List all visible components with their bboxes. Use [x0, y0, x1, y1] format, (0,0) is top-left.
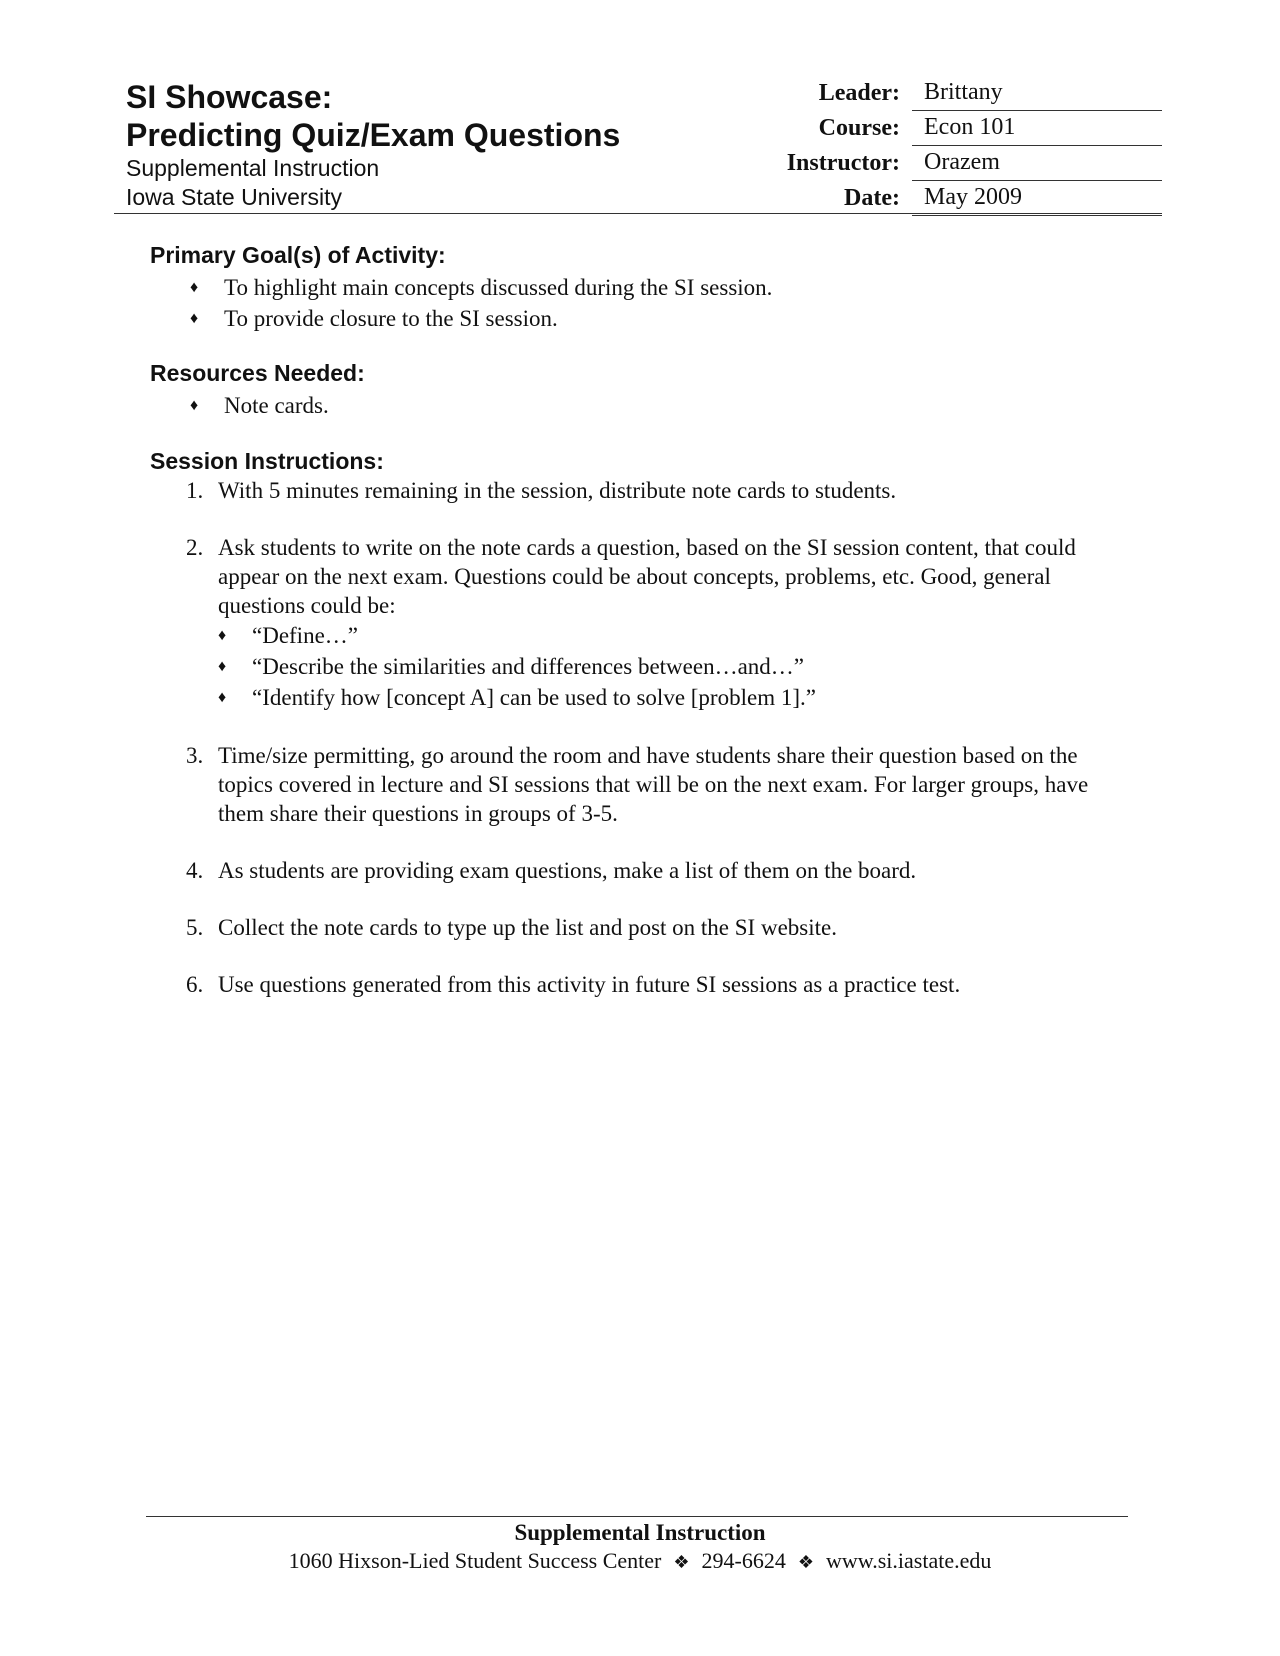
meta-value: May 2009 — [912, 184, 1162, 216]
list-item: ♦ “Define…” — [218, 620, 1126, 651]
meta-row-date — [690, 181, 1162, 216]
meta-value: Orazem — [912, 149, 1162, 181]
step-3: 3. Time/size permitting, go around the room and have students share their question based on the topics covered in lecture and SI sessions that will be on the next exam. For larger groups, have them share their questions in groups of 3-5. — [186, 743, 1089, 826]
meta-value: Brittany — [912, 79, 1162, 111]
list-item: ♦ “Describe the similarities and differences between…and…” — [218, 651, 1126, 682]
header-meta-table — [690, 76, 1162, 216]
instructions-heading: Session Instructions: — [150, 448, 384, 474]
footer-title: Supplemental Instruction — [514, 1520, 766, 1545]
diamond-bullet-icon: ♦ — [190, 310, 199, 327]
diamond-bullet-icon: ♦ — [190, 279, 199, 296]
separator-icon: ❖ — [673, 1552, 690, 1572]
list-item: ♦ To highlight main concepts discussed during the SI session. — [190, 272, 772, 303]
meta-value: Econ 101 — [912, 114, 1162, 146]
step-6: 6. Use questions generated from this activity in future SI sessions as a practice test. — [186, 972, 961, 997]
goals-heading: Primary Goal(s) of Activity: — [150, 242, 446, 268]
university-name: Iowa State University — [126, 184, 343, 210]
goals-list — [190, 272, 772, 334]
diamond-bullet-icon: ♦ — [190, 397, 199, 414]
page-title-line-2: Predicting Quiz/Exam Questions — [126, 117, 621, 153]
meta-label: Instructor: — [786, 150, 900, 176]
meta-row-instructor — [690, 146, 1162, 181]
meta-row-course — [690, 111, 1162, 146]
list-item: ♦ “Identify how [concept A] can be used to solve [problem 1].” — [218, 682, 1126, 713]
separator-icon: ❖ — [797, 1552, 814, 1572]
diamond-bullet-icon: ♦ — [218, 627, 227, 644]
meta-row-leader — [690, 76, 1162, 111]
step-5: 5. Collect the note cards to type up the list and post on the SI website. — [186, 915, 837, 940]
resources-heading: Resources Needed: — [150, 360, 365, 386]
footer-phone: 294-6624 — [701, 1548, 786, 1573]
header-title-block — [126, 78, 686, 212]
meta-label: Leader: — [818, 80, 900, 106]
step-1: 1. With 5 minutes remaining in the session, distribute note cards to students. — [186, 478, 897, 503]
step-2: 2. Ask students to write on the note cards a question, based on the SI session content, that could appear on the next exam. Questions could be about concepts, problems, etc. Good, general questions could be: ♦ “Define…” ♦ “Describe the similarities and differences between…and…” ♦ “Identify how [concept A] can be used to solve [problem 1].” — [186, 533, 1126, 713]
header-divider — [114, 213, 1162, 214]
page-title-line-1: SI Showcase: — [126, 79, 333, 115]
footer-contact — [0, 1548, 1280, 1574]
list-item: ♦ Note cards. — [190, 390, 329, 421]
meta-label: Course: — [818, 115, 900, 141]
instructions-list — [186, 476, 1126, 1027]
diamond-bullet-icon: ♦ — [218, 689, 227, 706]
program-name: Supplemental Instruction — [126, 155, 380, 181]
footer-website-link[interactable]: www.si.iastate.edu — [825, 1548, 992, 1573]
footer-divider — [146, 1516, 1128, 1517]
list-item: ♦ To provide closure to the SI session. — [190, 303, 772, 334]
step-4: 4. As students are providing exam questions, make a list of them on the board. — [186, 858, 917, 883]
footer-address: 1060 Hixson-Lied Student Success Center — [288, 1548, 662, 1573]
resources-list — [190, 390, 329, 421]
meta-label: Date: — [844, 185, 900, 211]
diamond-bullet-icon: ♦ — [218, 658, 227, 675]
example-questions-list — [218, 620, 1126, 713]
